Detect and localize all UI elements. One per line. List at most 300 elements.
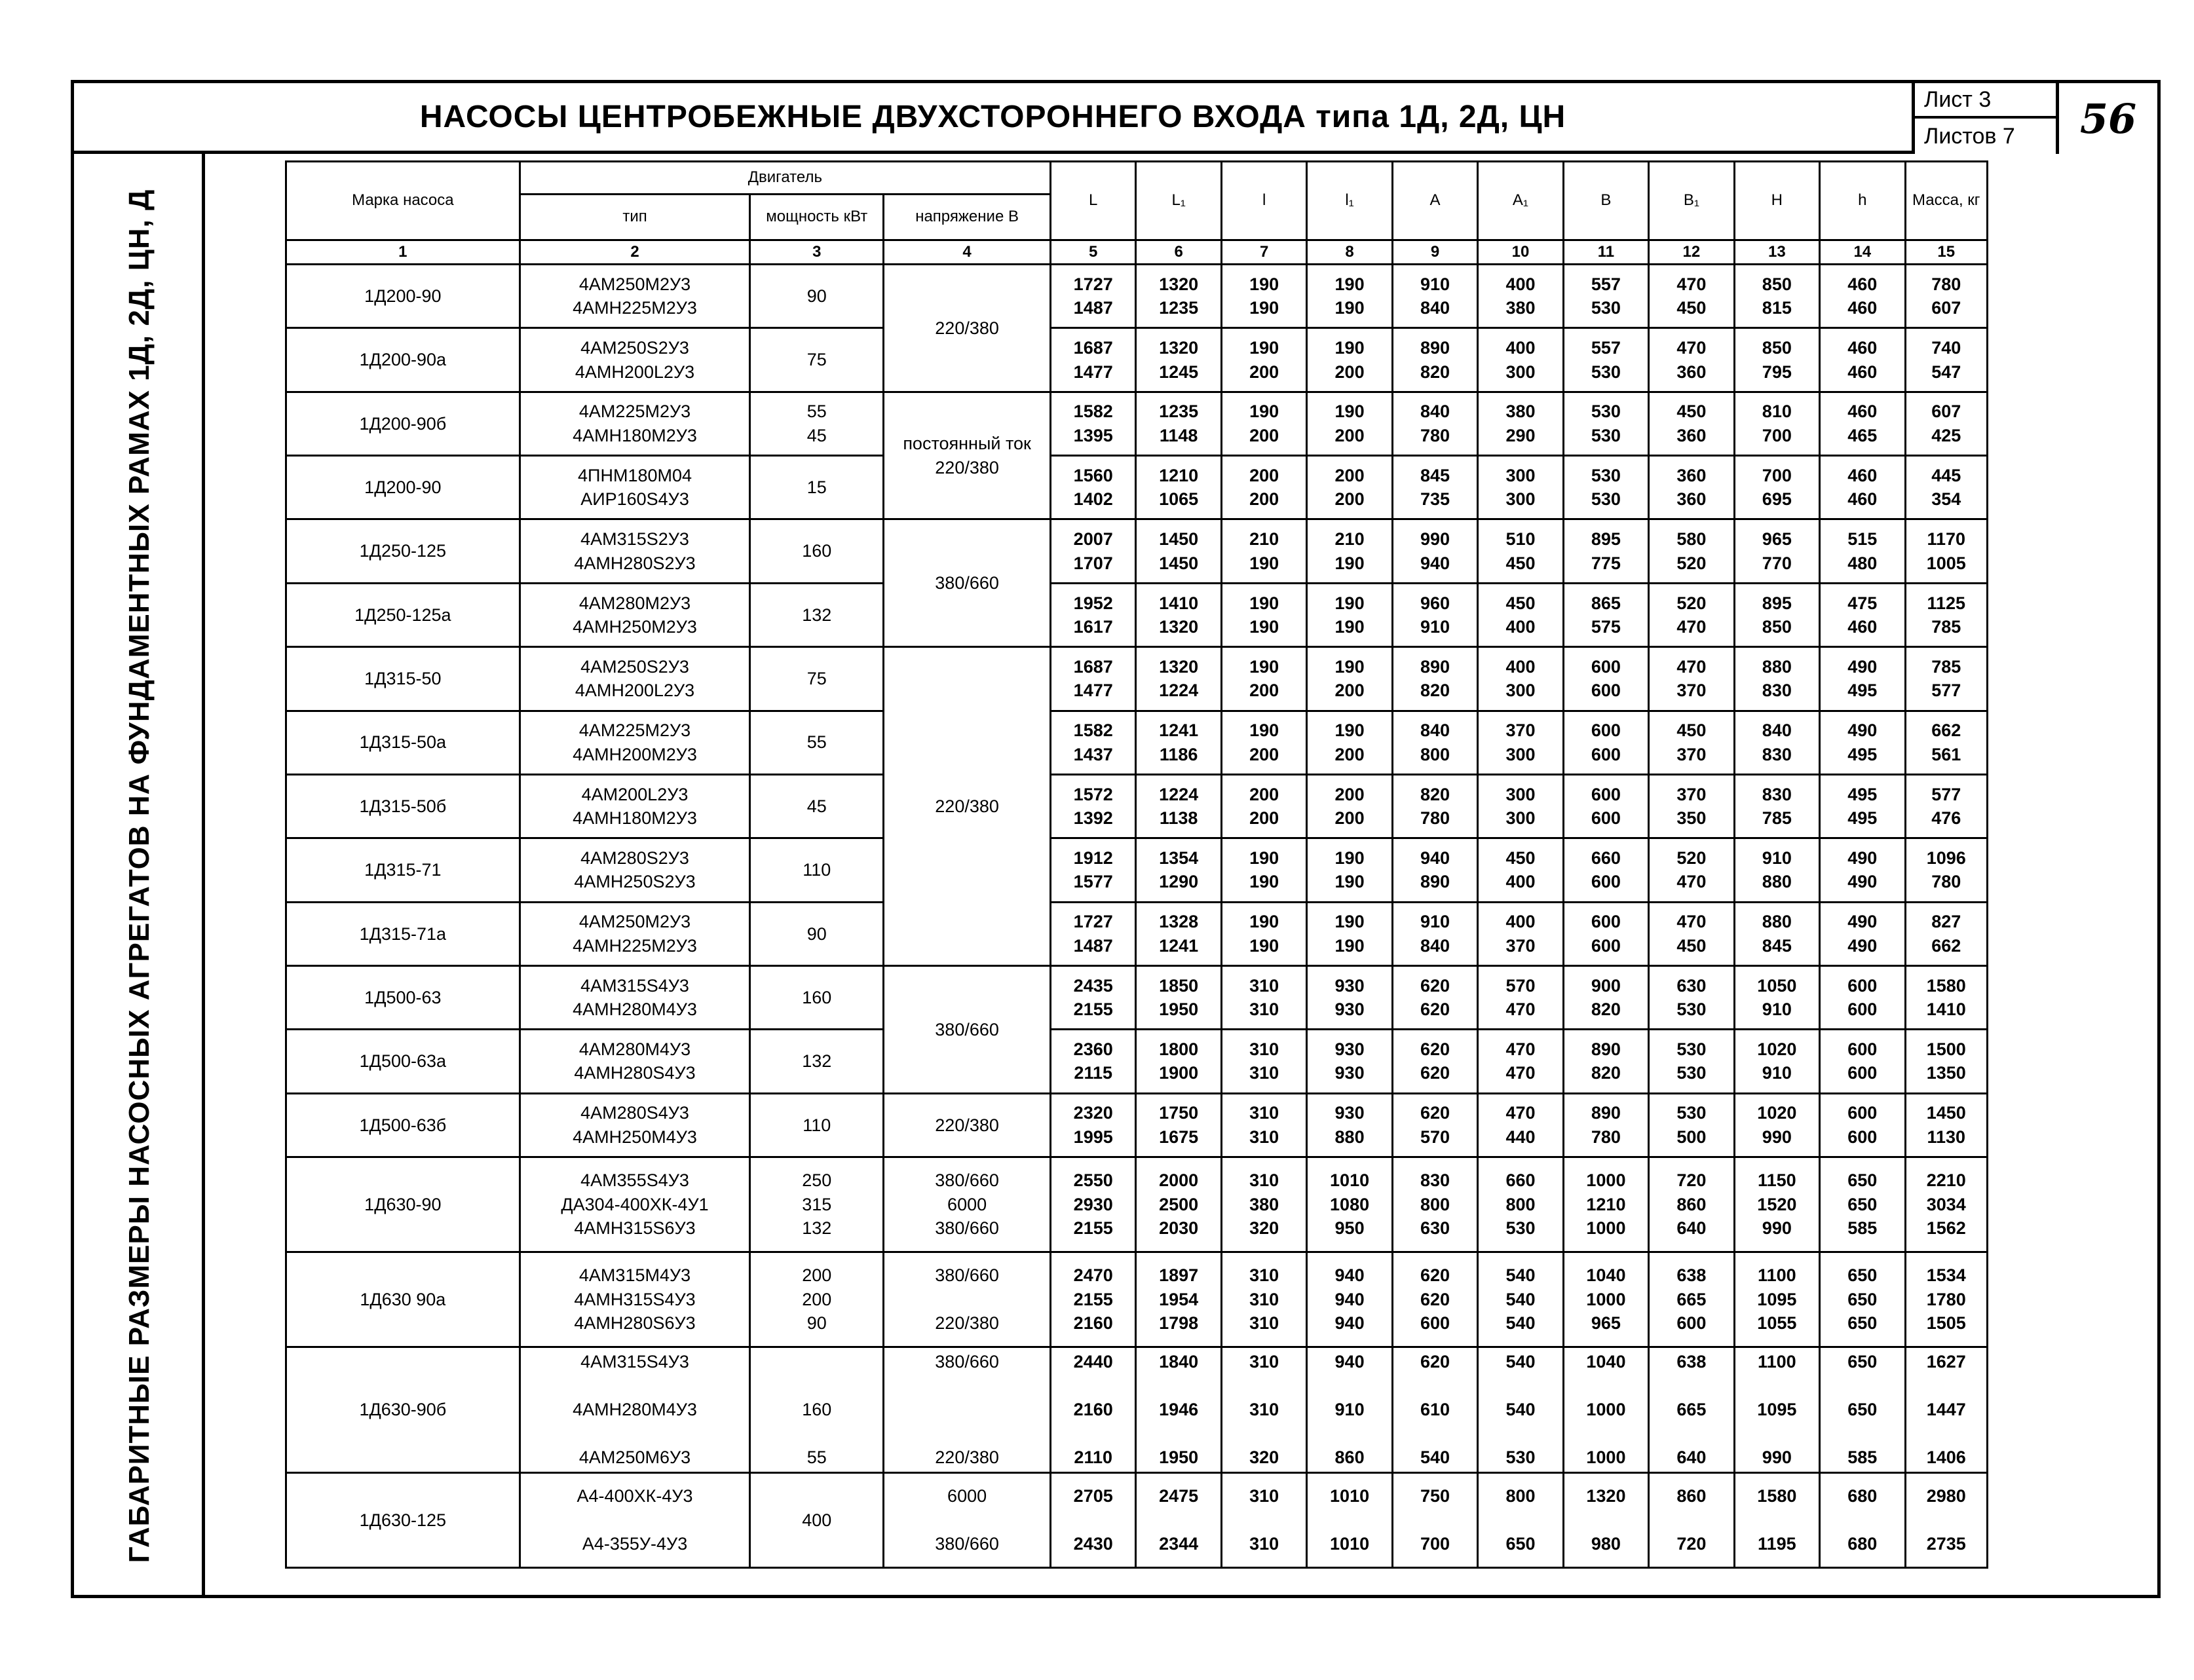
dimension-cell-l1: 190 200 [1307, 647, 1392, 711]
motor-type-cell: 4АМ225М2У3 4АМН200М2У3 [520, 711, 750, 774]
dimension-cell-A: 840 780 [1392, 392, 1477, 455]
dimension-cell-mass: 1500 1350 [1905, 1030, 1987, 1093]
dimension-cell-l: 190 200 [1221, 392, 1306, 455]
motor-voltage-cell: 6000 380/660 [884, 1472, 1051, 1567]
dimension-cell-h: 460 460 [1820, 265, 1905, 328]
motor-type-cell: 4АМ315S2У3 4АМН280S2У3 [520, 519, 750, 583]
motor-power-cell: 15 [750, 456, 884, 519]
dimension-cell-B1: 520 470 [1649, 838, 1734, 902]
dimension-cell-B1: 470 370 [1649, 647, 1734, 711]
dimension-cell-mass: 1125 785 [1905, 583, 1987, 646]
dimension-cell-l: 310 380 320 [1221, 1157, 1306, 1252]
dimension-cell-l: 310 310 [1221, 1472, 1306, 1567]
table-row [286, 583, 1988, 646]
dimension-cell-B: 600 600 [1563, 902, 1648, 965]
column-number: 7 [1221, 240, 1306, 265]
dimension-cell-L: 1572 1392 [1050, 774, 1135, 838]
dimension-cell-H: 910 880 [1734, 838, 1819, 902]
dimension-cell-B: 895 775 [1563, 519, 1648, 583]
dimension-cell-l1: 930 930 [1307, 965, 1392, 1029]
dimension-cell-l: 190 190 [1221, 902, 1306, 965]
motor-type-cell: 4АМ280S4У3 4АМН250М4У3 [520, 1093, 750, 1157]
pump-mark-cell: 1Д315-50а [286, 711, 520, 774]
voltage-group-cell: 220/380 [884, 647, 1051, 966]
dimension-cell-h: 495 495 [1820, 774, 1905, 838]
dimension-cell-l: 310 310 320 [1221, 1347, 1306, 1473]
motor-power-cell: 400 [750, 1472, 884, 1567]
dimension-cell-A1: 300 300 [1478, 456, 1563, 519]
dimension-cell-L: 1727 1487 [1050, 265, 1135, 328]
dimension-cell-L1: 2475 2344 [1136, 1472, 1221, 1567]
dimension-cell-h: 490 495 [1820, 711, 1905, 774]
dimension-cell-l1: 940 940 940 [1307, 1252, 1392, 1347]
dimension-cell-A1: 400 370 [1478, 902, 1563, 965]
pump-mark-cell: 1Д500-63а [286, 1030, 520, 1093]
dimension-cell-l1: 190 190 [1307, 583, 1392, 646]
sheet-box [1912, 83, 2056, 154]
dimension-cell-L: 2550 2930 2155 [1050, 1157, 1135, 1252]
motor-power-cell: 110 [750, 838, 884, 902]
table-row [286, 1252, 1988, 1347]
dimension-cell-B: 600 600 [1563, 774, 1648, 838]
dimension-cell-l1: 200 200 [1307, 774, 1392, 838]
col-head-l1: l₁ [1307, 162, 1392, 240]
col-head-l: l [1221, 162, 1306, 240]
dimension-cell-mass: 785 577 [1905, 647, 1987, 711]
dimension-cell-A: 845 735 [1392, 456, 1477, 519]
title-row [74, 83, 1912, 154]
column-number: 6 [1136, 240, 1221, 265]
col-head-mark: Марка насоса [286, 162, 520, 240]
dimension-cell-A: 820 780 [1392, 774, 1477, 838]
motor-type-cell: 4ПНМ180М04 АИР160S4У3 [520, 456, 750, 519]
dimension-cell-H: 810 700 [1734, 392, 1819, 455]
dimension-cell-H: 1020 910 [1734, 1030, 1819, 1093]
motor-type-cell: 4АМ250М2У3 4АМН225М2У3 [520, 265, 750, 328]
dimension-cell-A1: 800 650 [1478, 1472, 1563, 1567]
dimension-cell-B: 530 530 [1563, 392, 1648, 455]
dimension-cell-B: 600 600 [1563, 711, 1648, 774]
column-number: 3 [750, 240, 884, 265]
page-number: 56 [2056, 83, 2157, 154]
dimension-cell-A1: 510 450 [1478, 519, 1563, 583]
dimension-cell-A: 840 800 [1392, 711, 1477, 774]
col-head-h: h [1820, 162, 1905, 240]
col-head-motor: Двигатель [520, 162, 1050, 195]
dimension-cell-L1: 1320 1235 [1136, 265, 1221, 328]
dimension-cell-mass: 740 547 [1905, 328, 1987, 392]
dimension-cell-l: 190 190 [1221, 583, 1306, 646]
column-number: 4 [884, 240, 1051, 265]
dimension-cell-B: 1000 1210 1000 [1563, 1157, 1648, 1252]
motor-power-cell: 75 [750, 647, 884, 711]
pump-mark-cell: 1Д630 90а [286, 1252, 520, 1347]
dimension-cell-l1: 940 910 860 [1307, 1347, 1392, 1473]
dimension-cell-L1: 1410 1320 [1136, 583, 1221, 646]
column-number: 5 [1050, 240, 1135, 265]
motor-power-cell: 55 [750, 711, 884, 774]
dimension-cell-L1: 1800 1900 [1136, 1030, 1221, 1093]
dimension-cell-H: 840 830 [1734, 711, 1819, 774]
voltage-group-cell: 380/660 [884, 519, 1051, 647]
col-head-type: тип [520, 195, 750, 240]
dimension-cell-L1: 1850 1950 [1136, 965, 1221, 1029]
dimension-cell-H: 880 830 [1734, 647, 1819, 711]
motor-power-cell: 45 [750, 774, 884, 838]
dimension-cell-A: 620 620 [1392, 965, 1477, 1029]
dimension-cell-B1: 450 370 [1649, 711, 1734, 774]
dimension-cell-B1: 720 860 640 [1649, 1157, 1734, 1252]
motor-type-cell: 4АМ280М4У3 4АМН280S4У3 [520, 1030, 750, 1093]
dimension-cell-A: 910 840 [1392, 902, 1477, 965]
column-number: 1 [286, 240, 520, 265]
dimension-cell-l: 310 310 [1221, 1030, 1306, 1093]
dimension-cell-A: 620 620 600 [1392, 1252, 1477, 1347]
dimension-cell-A: 750 700 [1392, 1472, 1477, 1567]
dimension-cell-H: 850 815 [1734, 265, 1819, 328]
dimension-cell-l1: 200 200 [1307, 456, 1392, 519]
col-head-L1: L₁ [1136, 162, 1221, 240]
dimension-cell-L: 1727 1487 [1050, 902, 1135, 965]
dimension-cell-L1: 1235 1148 [1136, 392, 1221, 455]
table-row [286, 711, 1988, 774]
motor-voltage-cell: 220/380 [884, 1093, 1051, 1157]
dimension-cell-mass: 2210 3034 1562 [1905, 1157, 1987, 1252]
dimension-cell-A1: 660 800 530 [1478, 1157, 1563, 1252]
col-head-B1: B₁ [1649, 162, 1734, 240]
col-head-H: H [1734, 162, 1819, 240]
dimension-cell-mass: 2980 2735 [1905, 1472, 1987, 1567]
table-row [286, 965, 1988, 1029]
motor-type-cell: 4АМ280S2У3 4АМН250S2У3 [520, 838, 750, 902]
motor-voltage-cell: 380/660 220/380 [884, 1252, 1051, 1347]
table-body [286, 265, 1988, 1568]
dimension-cell-L1: 1450 1450 [1136, 519, 1221, 583]
dimension-cell-H: 1100 1095 990 [1734, 1347, 1819, 1473]
dimension-cell-L1: 1210 1065 [1136, 456, 1221, 519]
motor-power-cell: 160 55 [750, 1347, 884, 1473]
motor-type-cell: 4АМ315М4У3 4АМН315S4У3 4АМН280S6У3 [520, 1252, 750, 1347]
dimension-cell-l1: 190 190 [1307, 902, 1392, 965]
pump-mark-cell: 1Д200-90б [286, 392, 520, 455]
dimension-cell-L1: 1328 1241 [1136, 902, 1221, 965]
dimension-cell-A: 620 610 540 [1392, 1347, 1477, 1473]
motor-power-cell: 90 [750, 902, 884, 965]
dimension-cell-l: 200 200 [1221, 456, 1306, 519]
motor-type-cell: 4АМ315S4У3 4АМН280М4У3 4АМ250М6У3 [520, 1347, 750, 1473]
dimension-cell-l: 210 190 [1221, 519, 1306, 583]
dimension-cell-L: 1687 1477 [1050, 647, 1135, 711]
dimension-cell-L1: 1320 1245 [1136, 328, 1221, 392]
pump-mark-cell: 1Д250-125а [286, 583, 520, 646]
dimension-cell-l1: 1010 1010 [1307, 1472, 1392, 1567]
dimension-cell-l1: 1010 1080 950 [1307, 1157, 1392, 1252]
table-row [286, 1030, 1988, 1093]
dimension-cell-A: 620 570 [1392, 1093, 1477, 1157]
column-number: 13 [1734, 240, 1819, 265]
table-row [286, 647, 1988, 711]
dimension-cell-l: 310 310 [1221, 965, 1306, 1029]
motor-type-cell: 4АМ280М2У3 4АМН250М2У3 [520, 583, 750, 646]
sheet-label: Лист 3 [1915, 83, 2056, 119]
dimension-cell-h: 460 465 [1820, 392, 1905, 455]
dimension-cell-H: 700 695 [1734, 456, 1819, 519]
motor-power-cell: 110 [750, 1093, 884, 1157]
dimension-cell-B: 660 600 [1563, 838, 1648, 902]
dimension-cell-B1: 370 350 [1649, 774, 1734, 838]
voltage-group-cell: 380/660 [884, 965, 1051, 1093]
table-row [286, 328, 1988, 392]
dimension-cell-L: 2435 2155 [1050, 965, 1135, 1029]
dimension-cell-A: 940 890 [1392, 838, 1477, 902]
dimensions-table-wrap [285, 160, 1988, 1569]
dimension-cell-A1: 470 440 [1478, 1093, 1563, 1157]
col-head-mass: Масса, кг [1905, 162, 1987, 240]
table-row [286, 519, 1988, 583]
dimension-cell-mass: 1534 1780 1505 [1905, 1252, 1987, 1347]
dimension-cell-A1: 400 380 [1478, 265, 1563, 328]
dimension-cell-A1: 450 400 [1478, 838, 1563, 902]
table-row [286, 1157, 1988, 1252]
dimension-cell-L: 1687 1477 [1050, 328, 1135, 392]
dimension-cell-L: 1582 1437 [1050, 711, 1135, 774]
pump-mark-cell: 1Д315-50 [286, 647, 520, 711]
column-number: 2 [520, 240, 750, 265]
motor-power-cell: 250 315 132 [750, 1157, 884, 1252]
dimension-cell-H: 830 785 [1734, 774, 1819, 838]
dimension-cell-l: 190 190 [1221, 838, 1306, 902]
dimension-cell-mass: 445 354 [1905, 456, 1987, 519]
dimension-cell-h: 680 680 [1820, 1472, 1905, 1567]
dimension-cell-A: 890 820 [1392, 328, 1477, 392]
dimension-cell-L1: 1354 1290 [1136, 838, 1221, 902]
motor-power-cell: 200 200 90 [750, 1252, 884, 1347]
dimension-cell-l: 310 310 310 [1221, 1252, 1306, 1347]
pump-mark-cell: 1Д200-90 [286, 265, 520, 328]
pump-mark-cell: 1Д315-50б [286, 774, 520, 838]
pump-mark-cell: 1Д630-90б [286, 1347, 520, 1473]
dimension-cell-H: 850 795 [1734, 328, 1819, 392]
dimension-cell-A: 620 620 [1392, 1030, 1477, 1093]
dimension-cell-mass: 1580 1410 [1905, 965, 1987, 1029]
table-row [286, 1093, 1988, 1157]
voltage-group-cell: постоянный ток 220/380 [884, 392, 1051, 519]
motor-type-cell: 4АМ225М2У3 4АМН180М2У3 [520, 392, 750, 455]
side-title-strip [74, 154, 205, 1598]
dimension-cell-h: 460 460 [1820, 328, 1905, 392]
col-head-voltage: напряжение В [884, 195, 1051, 240]
dimension-cell-mass: 662 561 [1905, 711, 1987, 774]
dimension-cell-L: 2360 2115 [1050, 1030, 1135, 1093]
motor-voltage-cell: 380/660 6000 380/660 [884, 1157, 1051, 1252]
dimension-cell-mass: 607 425 [1905, 392, 1987, 455]
dimension-cell-B1: 860 720 [1649, 1472, 1734, 1567]
column-number: 9 [1392, 240, 1477, 265]
dimension-cell-L: 2440 2160 2110 [1050, 1347, 1135, 1473]
table-row [286, 265, 1988, 328]
col-head-B: B [1563, 162, 1648, 240]
dimension-cell-A1: 370 300 [1478, 711, 1563, 774]
motor-power-cell: 132 [750, 1030, 884, 1093]
motor-type-cell: 4АМ250S2У3 4АМН200L2У3 [520, 328, 750, 392]
dimension-cell-A1: 470 470 [1478, 1030, 1563, 1093]
dimension-cell-l1: 190 200 [1307, 328, 1392, 392]
side-title: ГАБАРИТНЫЕ РАЗМЕРЫ НАСОСНЫХ АГРЕГАТОВ НА ФУНДАМЕНТНЫХ РАМАХ 1Д, 2Д, ЦН, Д [123, 189, 155, 1563]
sheets-count-label: Листов 7 [1924, 123, 2015, 149]
table-row [286, 902, 1988, 965]
dimension-cell-B1: 470 360 [1649, 328, 1734, 392]
column-number: 11 [1563, 240, 1648, 265]
dimension-cell-L: 1912 1577 [1050, 838, 1135, 902]
dimension-cell-L: 1560 1402 [1050, 456, 1135, 519]
dimension-cell-H: 1050 910 [1734, 965, 1819, 1029]
dimension-cell-L1: 1241 1186 [1136, 711, 1221, 774]
dimension-cell-L1: 2000 2500 2030 [1136, 1157, 1221, 1252]
dimension-cell-l: 310 310 [1221, 1093, 1306, 1157]
dimension-cell-mass: 827 662 [1905, 902, 1987, 965]
dimension-cell-B: 890 780 [1563, 1093, 1648, 1157]
motor-voltage-cell: 380/660 220/380 [884, 1347, 1051, 1473]
dimension-cell-h: 600 600 [1820, 1030, 1905, 1093]
pump-mark-cell: 1Д500-63 [286, 965, 520, 1029]
dimension-cell-L: 1952 1617 [1050, 583, 1135, 646]
motor-power-cell: 75 [750, 328, 884, 392]
dimension-cell-L1: 1750 1675 [1136, 1093, 1221, 1157]
dimension-cell-B: 557 530 [1563, 328, 1648, 392]
dimension-cell-L1: 1897 1954 1798 [1136, 1252, 1221, 1347]
dimension-cell-A: 960 910 [1392, 583, 1477, 646]
dimension-cell-A1: 400 300 [1478, 328, 1563, 392]
dimension-cell-l1: 190 200 [1307, 711, 1392, 774]
dimension-cell-H: 895 850 [1734, 583, 1819, 646]
dimension-cell-H: 1580 1195 [1734, 1472, 1819, 1567]
motor-power-cell: 132 [750, 583, 884, 646]
dimension-cell-mass: 577 476 [1905, 774, 1987, 838]
dimension-cell-B1: 580 520 [1649, 519, 1734, 583]
motor-type-cell: 4АМ250S2У3 4АМН200L2У3 [520, 647, 750, 711]
dimension-cell-h: 475 460 [1820, 583, 1905, 646]
dimension-cell-L: 2705 2430 [1050, 1472, 1135, 1567]
dimension-cell-A1: 540 540 540 [1478, 1252, 1563, 1347]
dimension-cell-mass: 1627 1447 1406 [1905, 1347, 1987, 1473]
dimension-cell-B1: 470 450 [1649, 902, 1734, 965]
dimension-cell-l1: 210 190 [1307, 519, 1392, 583]
dimension-cell-h: 600 600 [1820, 1093, 1905, 1157]
dimension-cell-B1: 360 360 [1649, 456, 1734, 519]
dimension-cell-A: 890 820 [1392, 647, 1477, 711]
table-row [286, 1347, 1988, 1473]
col-head-A1: A₁ [1478, 162, 1563, 240]
dimension-cell-l1: 930 880 [1307, 1093, 1392, 1157]
dimension-cell-h: 650 650 585 [1820, 1157, 1905, 1252]
dimension-cell-B: 600 600 [1563, 647, 1648, 711]
dimension-cell-h: 650 650 650 [1820, 1252, 1905, 1347]
pump-mark-cell: 1Д200-90 [286, 456, 520, 519]
motor-power-cell: 160 [750, 965, 884, 1029]
dimension-cell-mass: 1170 1005 [1905, 519, 1987, 583]
dimension-cell-l: 190 200 [1221, 328, 1306, 392]
table-row [286, 456, 1988, 519]
dimension-cell-H: 1020 990 [1734, 1093, 1819, 1157]
dimension-cell-B1: 530 530 [1649, 1030, 1734, 1093]
dimension-cell-l: 190 200 [1221, 711, 1306, 774]
dimension-cell-l1: 930 930 [1307, 1030, 1392, 1093]
dimension-cell-L: 2007 1707 [1050, 519, 1135, 583]
table-row [286, 838, 1988, 902]
motor-power-cell: 55 45 [750, 392, 884, 455]
dimension-cell-A1: 380 290 [1478, 392, 1563, 455]
dimension-cell-h: 515 480 [1820, 519, 1905, 583]
motor-type-cell: 4АМ315S4У3 4АМН280М4У3 [520, 965, 750, 1029]
dimension-cell-A: 910 840 [1392, 265, 1477, 328]
dimension-cell-h: 490 490 [1820, 838, 1905, 902]
column-number: 12 [1649, 240, 1734, 265]
dimension-cell-h: 490 495 [1820, 647, 1905, 711]
dimensions-table [285, 160, 1988, 1569]
column-number: 14 [1820, 240, 1905, 265]
dimension-cell-L1: 1224 1138 [1136, 774, 1221, 838]
dimension-cell-B: 890 820 [1563, 1030, 1648, 1093]
dimension-cell-L1: 1320 1224 [1136, 647, 1221, 711]
dimension-cell-A1: 400 300 [1478, 647, 1563, 711]
dimension-cell-A: 990 940 [1392, 519, 1477, 583]
dimension-cell-h: 490 490 [1820, 902, 1905, 965]
dimension-cell-H: 1100 1095 1055 [1734, 1252, 1819, 1347]
col-head-A: A [1392, 162, 1477, 240]
dimension-cell-A: 830 800 630 [1392, 1157, 1477, 1252]
dimension-cell-l: 200 200 [1221, 774, 1306, 838]
dimension-cell-L: 1582 1395 [1050, 392, 1135, 455]
dimension-cell-L1: 1840 1946 1950 [1136, 1347, 1221, 1473]
page-title: НАСОСЫ ЦЕНТРОБЕЖНЫЕ ДВУХСТОРОННЕГО ВХОДА типа 1Д, 2Д, ЦН [419, 100, 1566, 134]
table-row [286, 774, 1988, 838]
pump-mark-cell: 1Д200-90а [286, 328, 520, 392]
dimension-cell-B: 865 575 [1563, 583, 1648, 646]
dimension-cell-B1: 520 470 [1649, 583, 1734, 646]
dimension-cell-B1: 638 665 600 [1649, 1252, 1734, 1347]
dimension-cell-H: 1150 1520 990 [1734, 1157, 1819, 1252]
dimension-cell-B: 1040 1000 1000 [1563, 1347, 1648, 1473]
dimension-cell-A1: 300 300 [1478, 774, 1563, 838]
motor-type-cell: 4АМ250М2У3 4АМН225М2У3 [520, 902, 750, 965]
dimension-cell-B1: 638 665 640 [1649, 1347, 1734, 1473]
pump-mark-cell: 1Д250-125 [286, 519, 520, 583]
dimension-cell-mass: 1450 1130 [1905, 1093, 1987, 1157]
voltage-group-cell: 220/380 [884, 265, 1051, 392]
dimension-cell-L: 2470 2155 2160 [1050, 1252, 1135, 1347]
dimension-cell-H: 965 770 [1734, 519, 1819, 583]
dimension-cell-h: 600 600 [1820, 965, 1905, 1029]
dimension-cell-B: 530 530 [1563, 456, 1648, 519]
motor-type-cell: 4АМ200L2У3 4АМН180М2У3 [520, 774, 750, 838]
motor-type-cell: 4АМ355S4У3 ДА304-400ХК-4У1 4АМН315S6У3 [520, 1157, 750, 1252]
dimension-cell-B: 900 820 [1563, 965, 1648, 1029]
dimension-cell-B: 1320 980 [1563, 1472, 1648, 1567]
col-head-L: L [1050, 162, 1135, 240]
dimension-cell-l: 190 190 [1221, 265, 1306, 328]
pump-mark-cell: 1Д315-71а [286, 902, 520, 965]
dimension-cell-B1: 530 500 [1649, 1093, 1734, 1157]
dimension-cell-B1: 450 360 [1649, 392, 1734, 455]
table-row [286, 1472, 1988, 1567]
pump-mark-cell: 1Д315-71 [286, 838, 520, 902]
dimension-cell-mass: 780 607 [1905, 265, 1987, 328]
dimension-cell-A1: 450 400 [1478, 583, 1563, 646]
dimension-cell-B1: 470 450 [1649, 265, 1734, 328]
pump-mark-cell: 1Д630-125 [286, 1472, 520, 1567]
dimension-cell-l1: 190 190 [1307, 838, 1392, 902]
column-number-row [286, 240, 1988, 265]
